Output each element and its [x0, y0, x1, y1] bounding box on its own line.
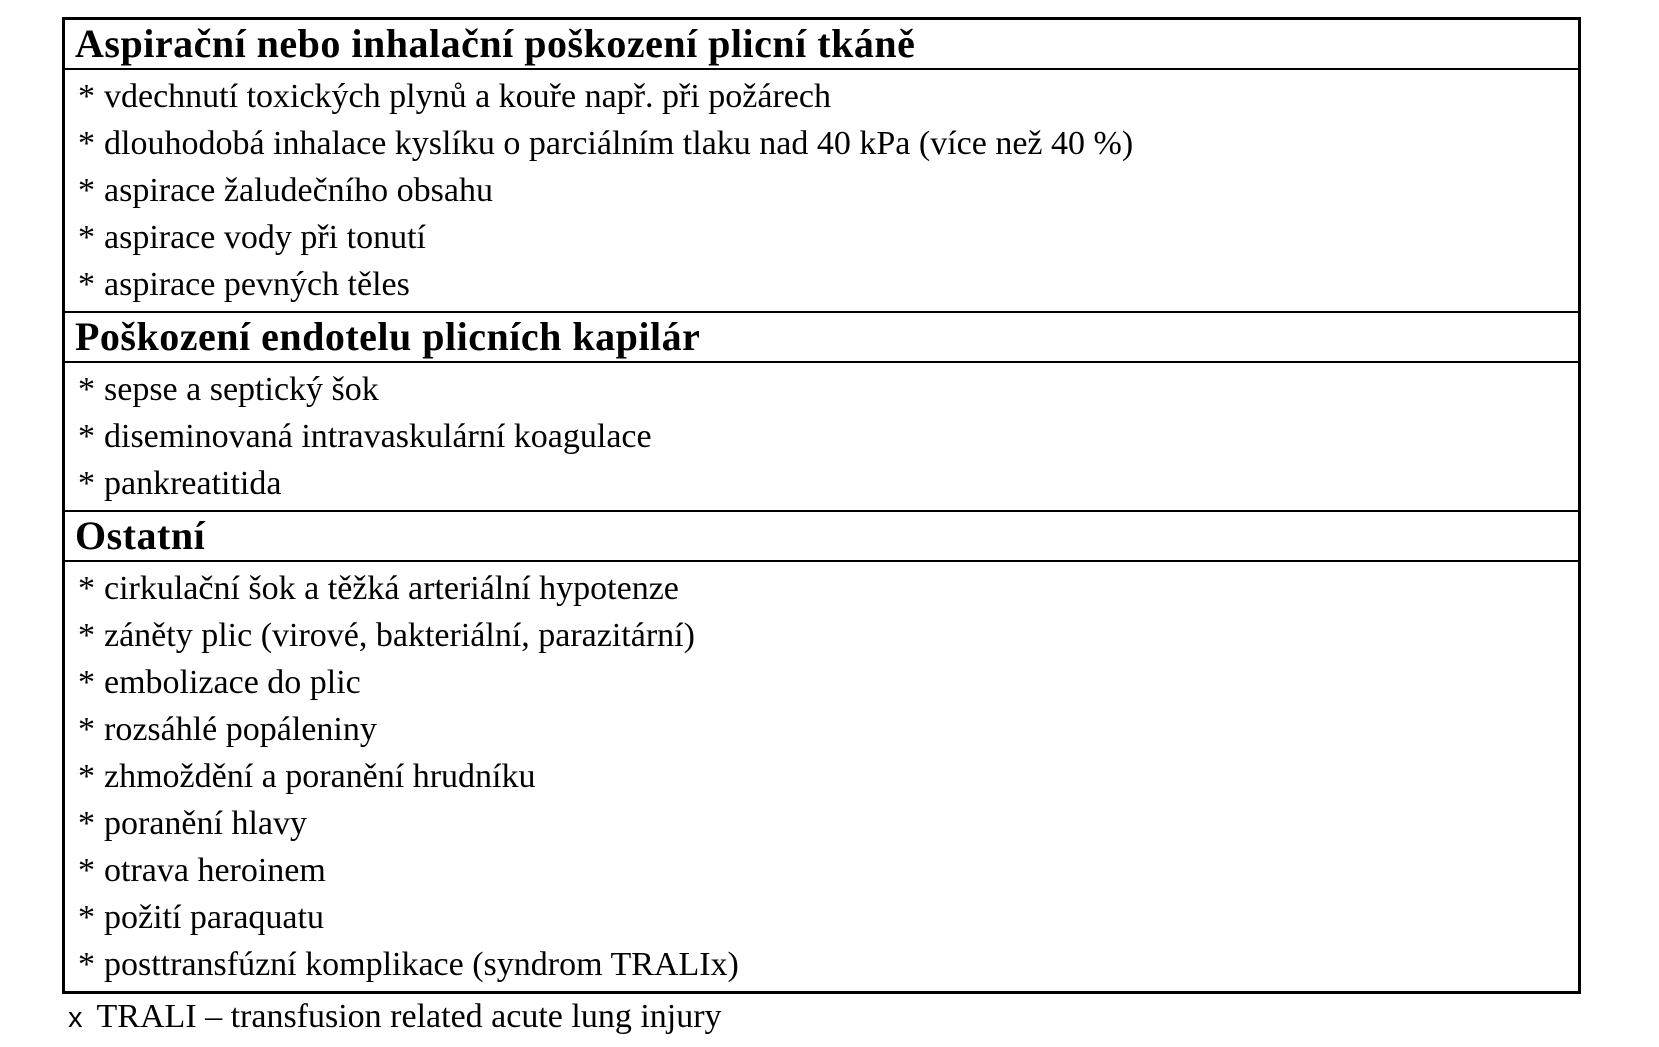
list-item [75, 659, 1568, 706]
item-text: otrava heroinem [104, 852, 326, 889]
list-item [75, 120, 1568, 167]
asterisk-bullet: * [78, 266, 95, 303]
list-item [75, 413, 1568, 460]
item-text: vdechnutí toxických plynů a kouře např. při požárech [104, 78, 831, 115]
list-item [75, 460, 1568, 507]
asterisk-bullet: * [78, 570, 95, 607]
list-item [75, 612, 1568, 659]
section-other [65, 510, 1578, 991]
item-text: pankreatitida [104, 465, 282, 502]
section-aspiration-inhalation [65, 20, 1578, 311]
list-item [75, 261, 1568, 308]
asterisk-bullet: * [78, 418, 95, 455]
asterisk-bullet: * [78, 219, 95, 256]
item-text: rozsáhlé popáleniny [104, 711, 377, 748]
item-list [65, 70, 1578, 311]
asterisk-bullet: * [78, 172, 95, 209]
item-text: poranění hlavy [104, 805, 307, 842]
list-item [75, 73, 1568, 120]
asterisk-bullet: * [78, 371, 95, 408]
item-list [65, 562, 1578, 991]
list-item [75, 706, 1568, 753]
section-heading: Aspirační nebo inhalační poškození plicní tkáně [65, 20, 1578, 70]
list-item [75, 366, 1568, 413]
section-endothelium-damage [65, 311, 1578, 510]
asterisk-bullet: * [78, 125, 95, 162]
list-item [75, 753, 1568, 800]
asterisk-bullet: * [78, 465, 95, 502]
item-text: diseminovaná intravaskulární koagulace [104, 418, 652, 455]
item-text: embolizace do plic [104, 664, 361, 701]
asterisk-bullet: * [78, 852, 95, 889]
asterisk-bullet: * [78, 711, 95, 748]
item-text: cirkulační šok a těžká arteriální hypotenze [104, 570, 679, 607]
section-heading: Poškození endotelu plicních kapilár [65, 313, 1578, 363]
item-text: dlouhodobá inhalace kyslíku o parciálním tlaku nad 40 kPa (více než 40 %) [104, 125, 1134, 162]
item-text: zhmoždění a poranění hrudníku [104, 758, 536, 795]
footnote-marker: x [68, 1002, 83, 1034]
item-text: sepse a septický šok [104, 371, 379, 408]
list-item [75, 894, 1568, 941]
item-text: požití paraquatu [104, 899, 324, 936]
asterisk-bullet: * [78, 805, 95, 842]
list-item [75, 565, 1568, 612]
item-list [65, 363, 1578, 510]
asterisk-bullet: * [78, 664, 95, 701]
asterisk-bullet: * [78, 946, 95, 983]
footnote-text: TRALI – transfusion related acute lung injury [96, 998, 722, 1035]
footnote [68, 995, 722, 1040]
item-text: aspirace vody při tonutí [104, 219, 426, 256]
list-item [75, 847, 1568, 894]
item-text: záněty plic (virové, bakteriální, parazitární) [104, 617, 695, 654]
asterisk-bullet: * [78, 617, 95, 654]
section-heading: Ostatní [65, 512, 1578, 562]
asterisk-bullet: * [78, 899, 95, 936]
asterisk-bullet: * [78, 758, 95, 795]
etiology-table [62, 17, 1581, 994]
list-item [75, 214, 1568, 261]
item-text: aspirace žaludečního obsahu [104, 172, 493, 209]
list-item [75, 800, 1568, 847]
item-text: posttransfúzní komplikace (syndrom TRALIx) [104, 946, 739, 983]
list-item [75, 167, 1568, 214]
asterisk-bullet: * [78, 78, 95, 115]
item-text: aspirace pevných těles [104, 266, 410, 303]
list-item [75, 941, 1568, 988]
